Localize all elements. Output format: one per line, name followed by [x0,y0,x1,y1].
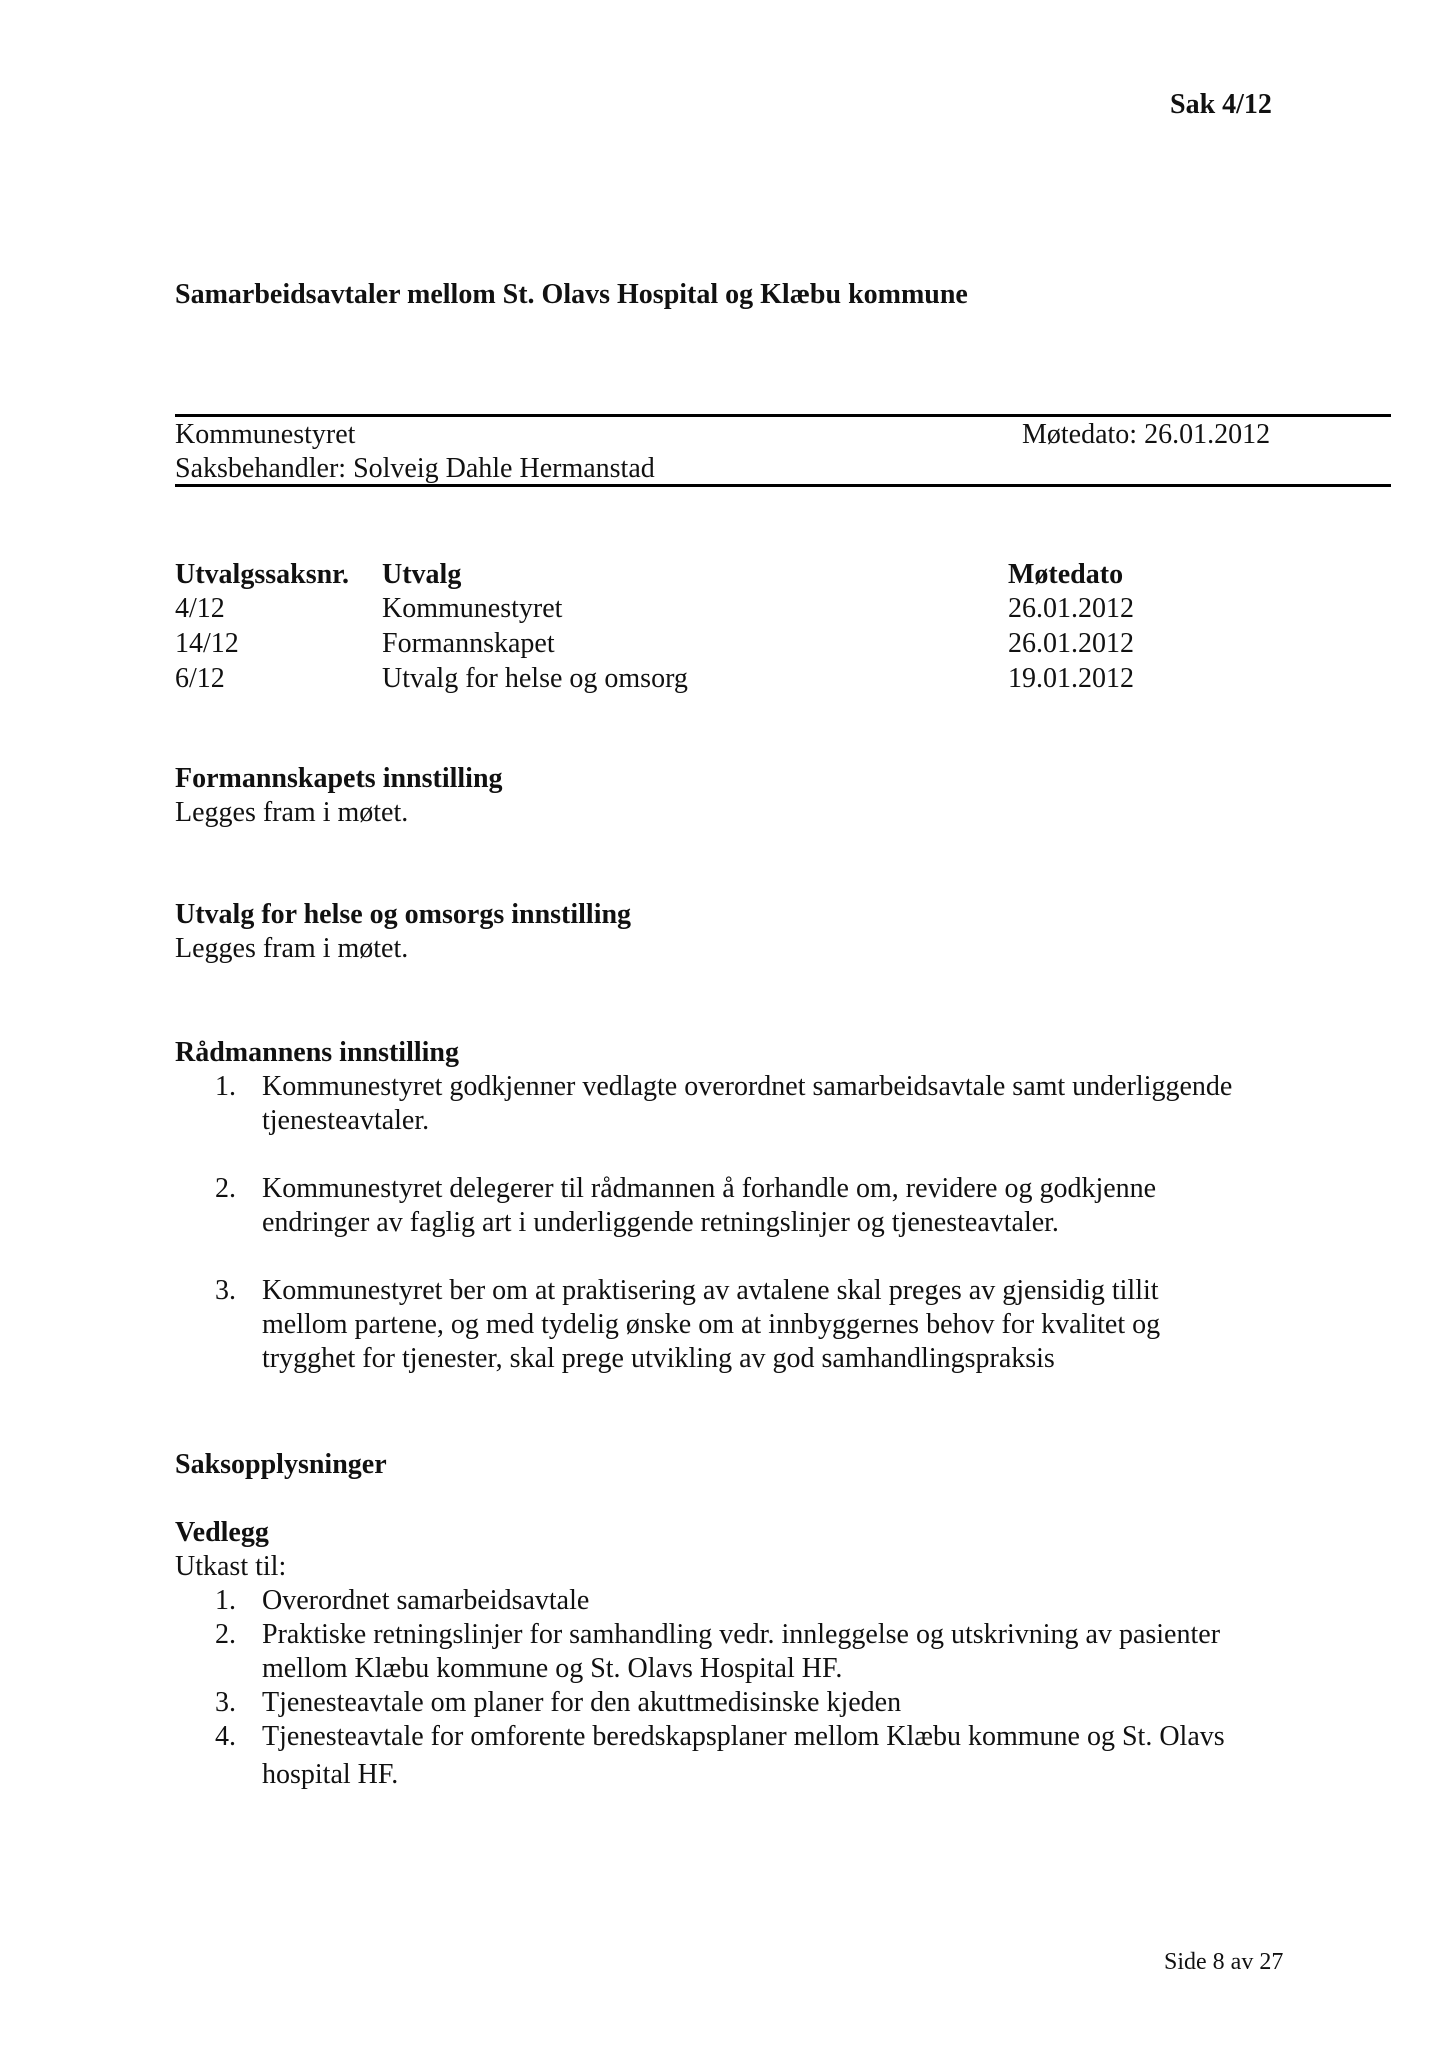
list-item-line: Tjenesteavtale for omforente beredskapsplaner mellom Klæbu kommune og St. Olavs [262,1721,1225,1752]
section-heading-formannskap: Formannskapets innstilling [175,763,503,794]
meta-case-handler: Saksbehandler: Solveig Dahle Hermanstad [175,453,655,484]
list-item-line: Praktiske retningslinjer for samhandling vedr. innleggelse og utskrivning av pasienter [262,1619,1221,1650]
table-cell: Formannskapet [382,628,555,659]
list-item-line: mellom Klæbu kommune og St. Olavs Hospital HF. [262,1653,843,1684]
list-number: 2. [215,1619,236,1650]
list-number: 4. [215,1721,236,1752]
meta-meeting-date: Møtedato: 26.01.2012 [1022,419,1271,450]
section-heading-vedlegg: Vedlegg [175,1517,269,1548]
section-text-formannskap: Legges fram i møtet. [175,797,409,828]
list-item-line: endringer av faglig art i underliggende retningslinjer og tjenesteavtaler. [262,1207,1059,1238]
top-rule [175,414,1391,417]
list-item-line: Kommunestyret delegerer til rådmannen å forhandle om, revidere og godkjenne [262,1173,1157,1204]
list-item-line: Kommunestyret ber om at praktisering av avtalene skal preges av gjensidig tillit [262,1275,1159,1306]
section-heading-saksopplysninger: Saksopplysninger [175,1449,387,1480]
table-cell: 19.01.2012 [1008,663,1134,694]
list-item-line: Tjenesteavtale om planer for den akuttmedisinske kjeden [262,1687,902,1718]
table-cell: 6/12 [175,663,225,694]
list-item-line: Overordnet samarbeidsavtale [262,1585,590,1616]
table-header-date: Møtedato [1008,559,1124,590]
table-header-case-no: Utvalgssaksnr. [175,559,350,590]
section-heading-helse: Utvalg for helse og omsorgs innstilling [175,899,632,930]
case-number: Sak 4/12 [1170,89,1272,120]
list-number: 2. [215,1173,236,1204]
section-heading-radmann: Rådmannens innstilling [175,1037,459,1068]
section-text-helse: Legges fram i møtet. [175,933,409,964]
document-title: Samarbeidsavtaler mellom St. Olavs Hospital og Klæbu kommune [175,279,968,310]
bottom-rule [175,484,1391,487]
list-item-line: tjenesteavtaler. [262,1105,430,1136]
table-header-committee: Utvalg [382,559,462,590]
meta-committee: Kommunestyret [175,419,356,450]
table-cell: Utvalg for helse og omsorg [382,663,688,694]
table-cell: 14/12 [175,628,239,659]
list-item-line: trygghet for tjenester, skal prege utvikling av god samhandlingspraksis [262,1343,1055,1374]
list-item-line: hospital HF. [262,1759,399,1790]
table-cell: Kommunestyret [382,593,563,624]
table-cell: 4/12 [175,593,225,624]
list-number: 3. [215,1687,236,1718]
page-number: Side 8 av 27 [1164,1949,1284,1975]
list-item-line: mellom partene, og med tydelig ønske om at innbyggernes behov for kvalitet og [262,1309,1161,1340]
vedlegg-intro: Utkast til: [175,1551,287,1582]
list-number: 1. [215,1071,236,1102]
list-number: 3. [215,1275,236,1306]
list-item-line: Kommunestyret godkjenner vedlagte overordnet samarbeidsavtale samt underliggende [262,1071,1233,1102]
list-number: 1. [215,1585,236,1616]
table-cell: 26.01.2012 [1008,593,1134,624]
table-cell: 26.01.2012 [1008,628,1134,659]
